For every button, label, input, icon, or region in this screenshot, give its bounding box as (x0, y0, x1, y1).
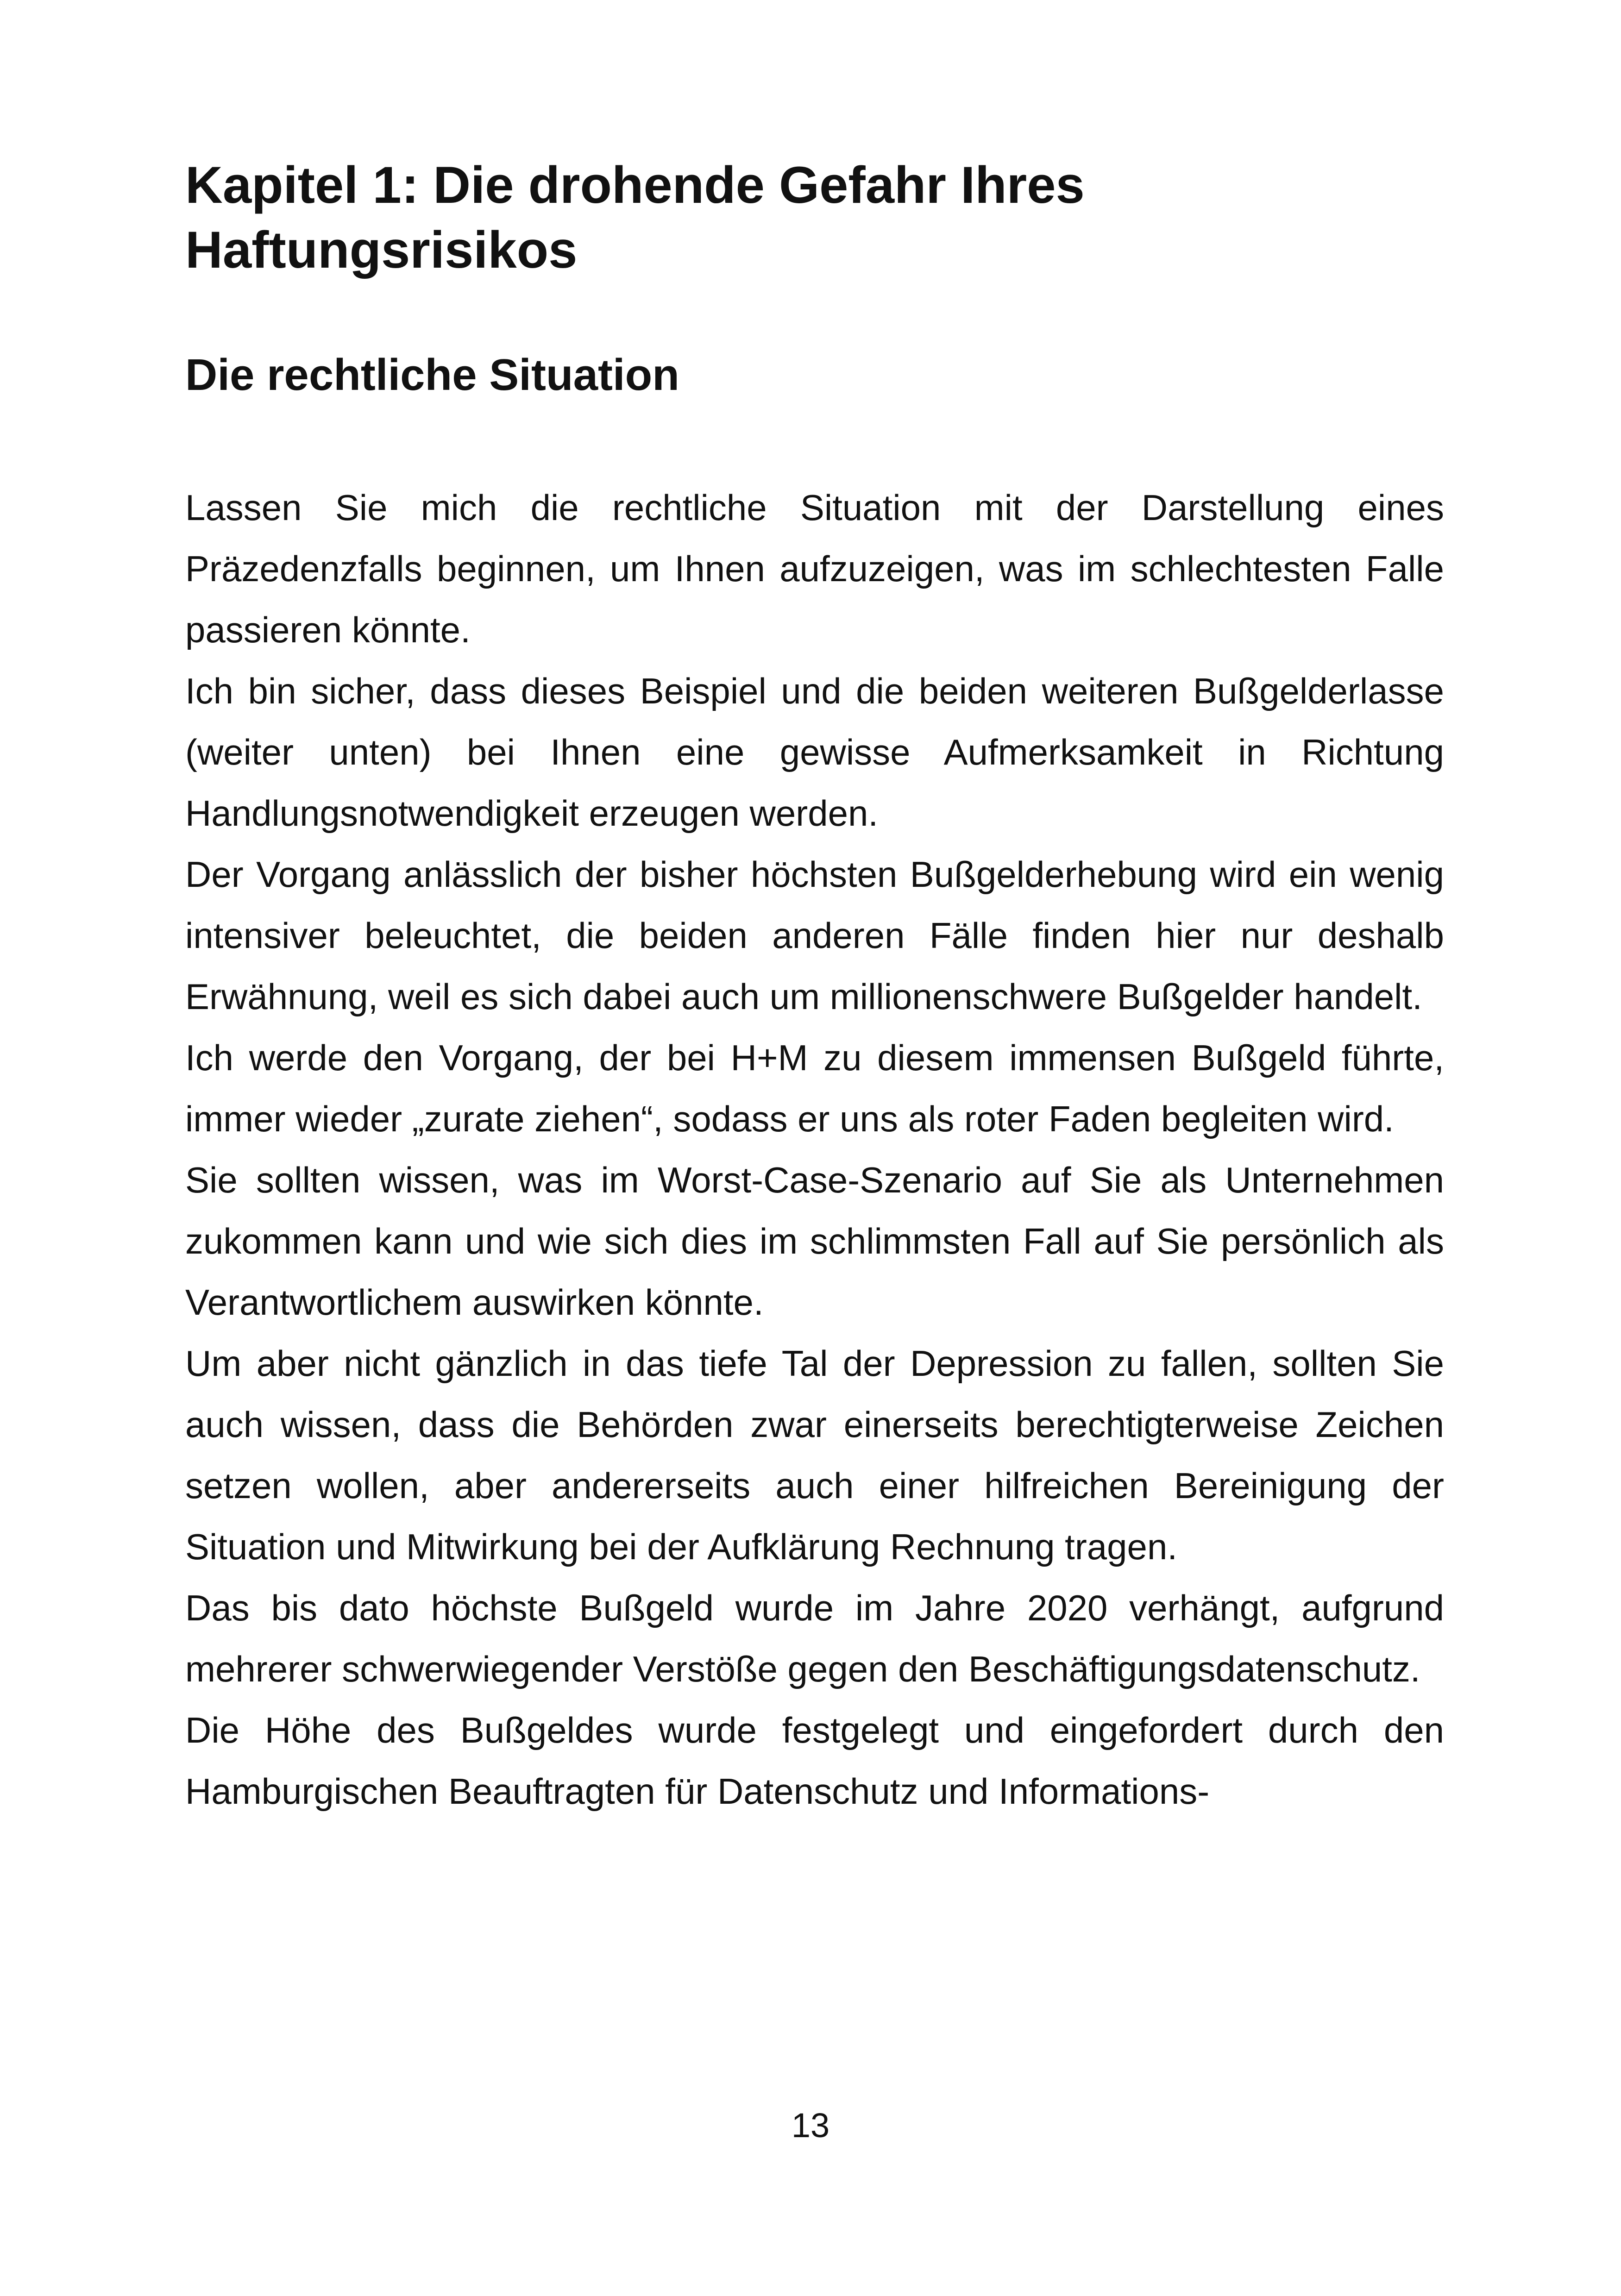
paragraph: Ich bin sicher, dass dieses Beispiel und die beiden weiteren Bußgelderlasse (weiter unten) bei Ihnen eine gewisse Aufmerksamkeit in Richtung Handlungsnotwendigkeit erzeugen werden. (185, 671, 1444, 834)
section-heading: Die rechtliche Situation (185, 350, 679, 400)
paragraph: Lassen Sie mich die rechtliche Situation mit der Darstellung eines Präzedenzfalls beginnen, um Ihnen aufzuzeigen, was im schlechtesten Falle passieren könnte. (185, 487, 1444, 650)
paragraph: Sie sollten wissen, was im Worst-Case-Szenario auf Sie als Unternehmen zukommen kann und wie sich dies im schlimmsten Fall auf Sie persönlich als Verantwortlichem auswirken könnte. (185, 1160, 1444, 1323)
page-number: 13 (791, 2106, 830, 2145)
paragraph: Die Höhe des Bußgeldes wurde festgelegt und eingefordert durch den Hamburgischen Beauftragten für Datenschutz und Informations- (185, 1710, 1444, 1812)
body-text (185, 477, 1444, 1822)
paragraph: Das bis dato höchste Bußgeld wurde im Jahre 2020 verhängt, aufgrund mehrerer schwerwiegender Verstöße gegen den Beschäftigungsdatenschutz. (185, 1587, 1444, 1689)
paragraph: Um aber nicht gänzlich in das tiefe Tal der Depression zu fallen, sollten Sie auch wissen, dass die Behörden zwar einerseits berechtigterweise Zeichen setzen wollen, aber andererseits auch einer hilfreichen Bereinigung der Situation und Mitwirkung bei der Aufklärung Rechnung tragen. (185, 1343, 1444, 1567)
chapter-title: Kapitel 1: Die drohende Gefahr Ihres Haftungsrisikos (185, 156, 1085, 279)
paragraph: Ich werde den Vorgang, der bei H+M zu diesem immensen Bußgeld führte, immer wieder „zurate ziehen“, sodass er uns als roter Faden begleiten wird. (185, 1037, 1444, 1139)
paragraph: Der Vorgang anlässlich der bisher höchsten Bußgelderhebung wird ein wenig intensiver beleuchtet, die beiden anderen Fälle finden hier nur deshalb Erwähnung, weil es sich dabei auch um millionenschwere Bußgelder handelt. (185, 854, 1444, 1017)
